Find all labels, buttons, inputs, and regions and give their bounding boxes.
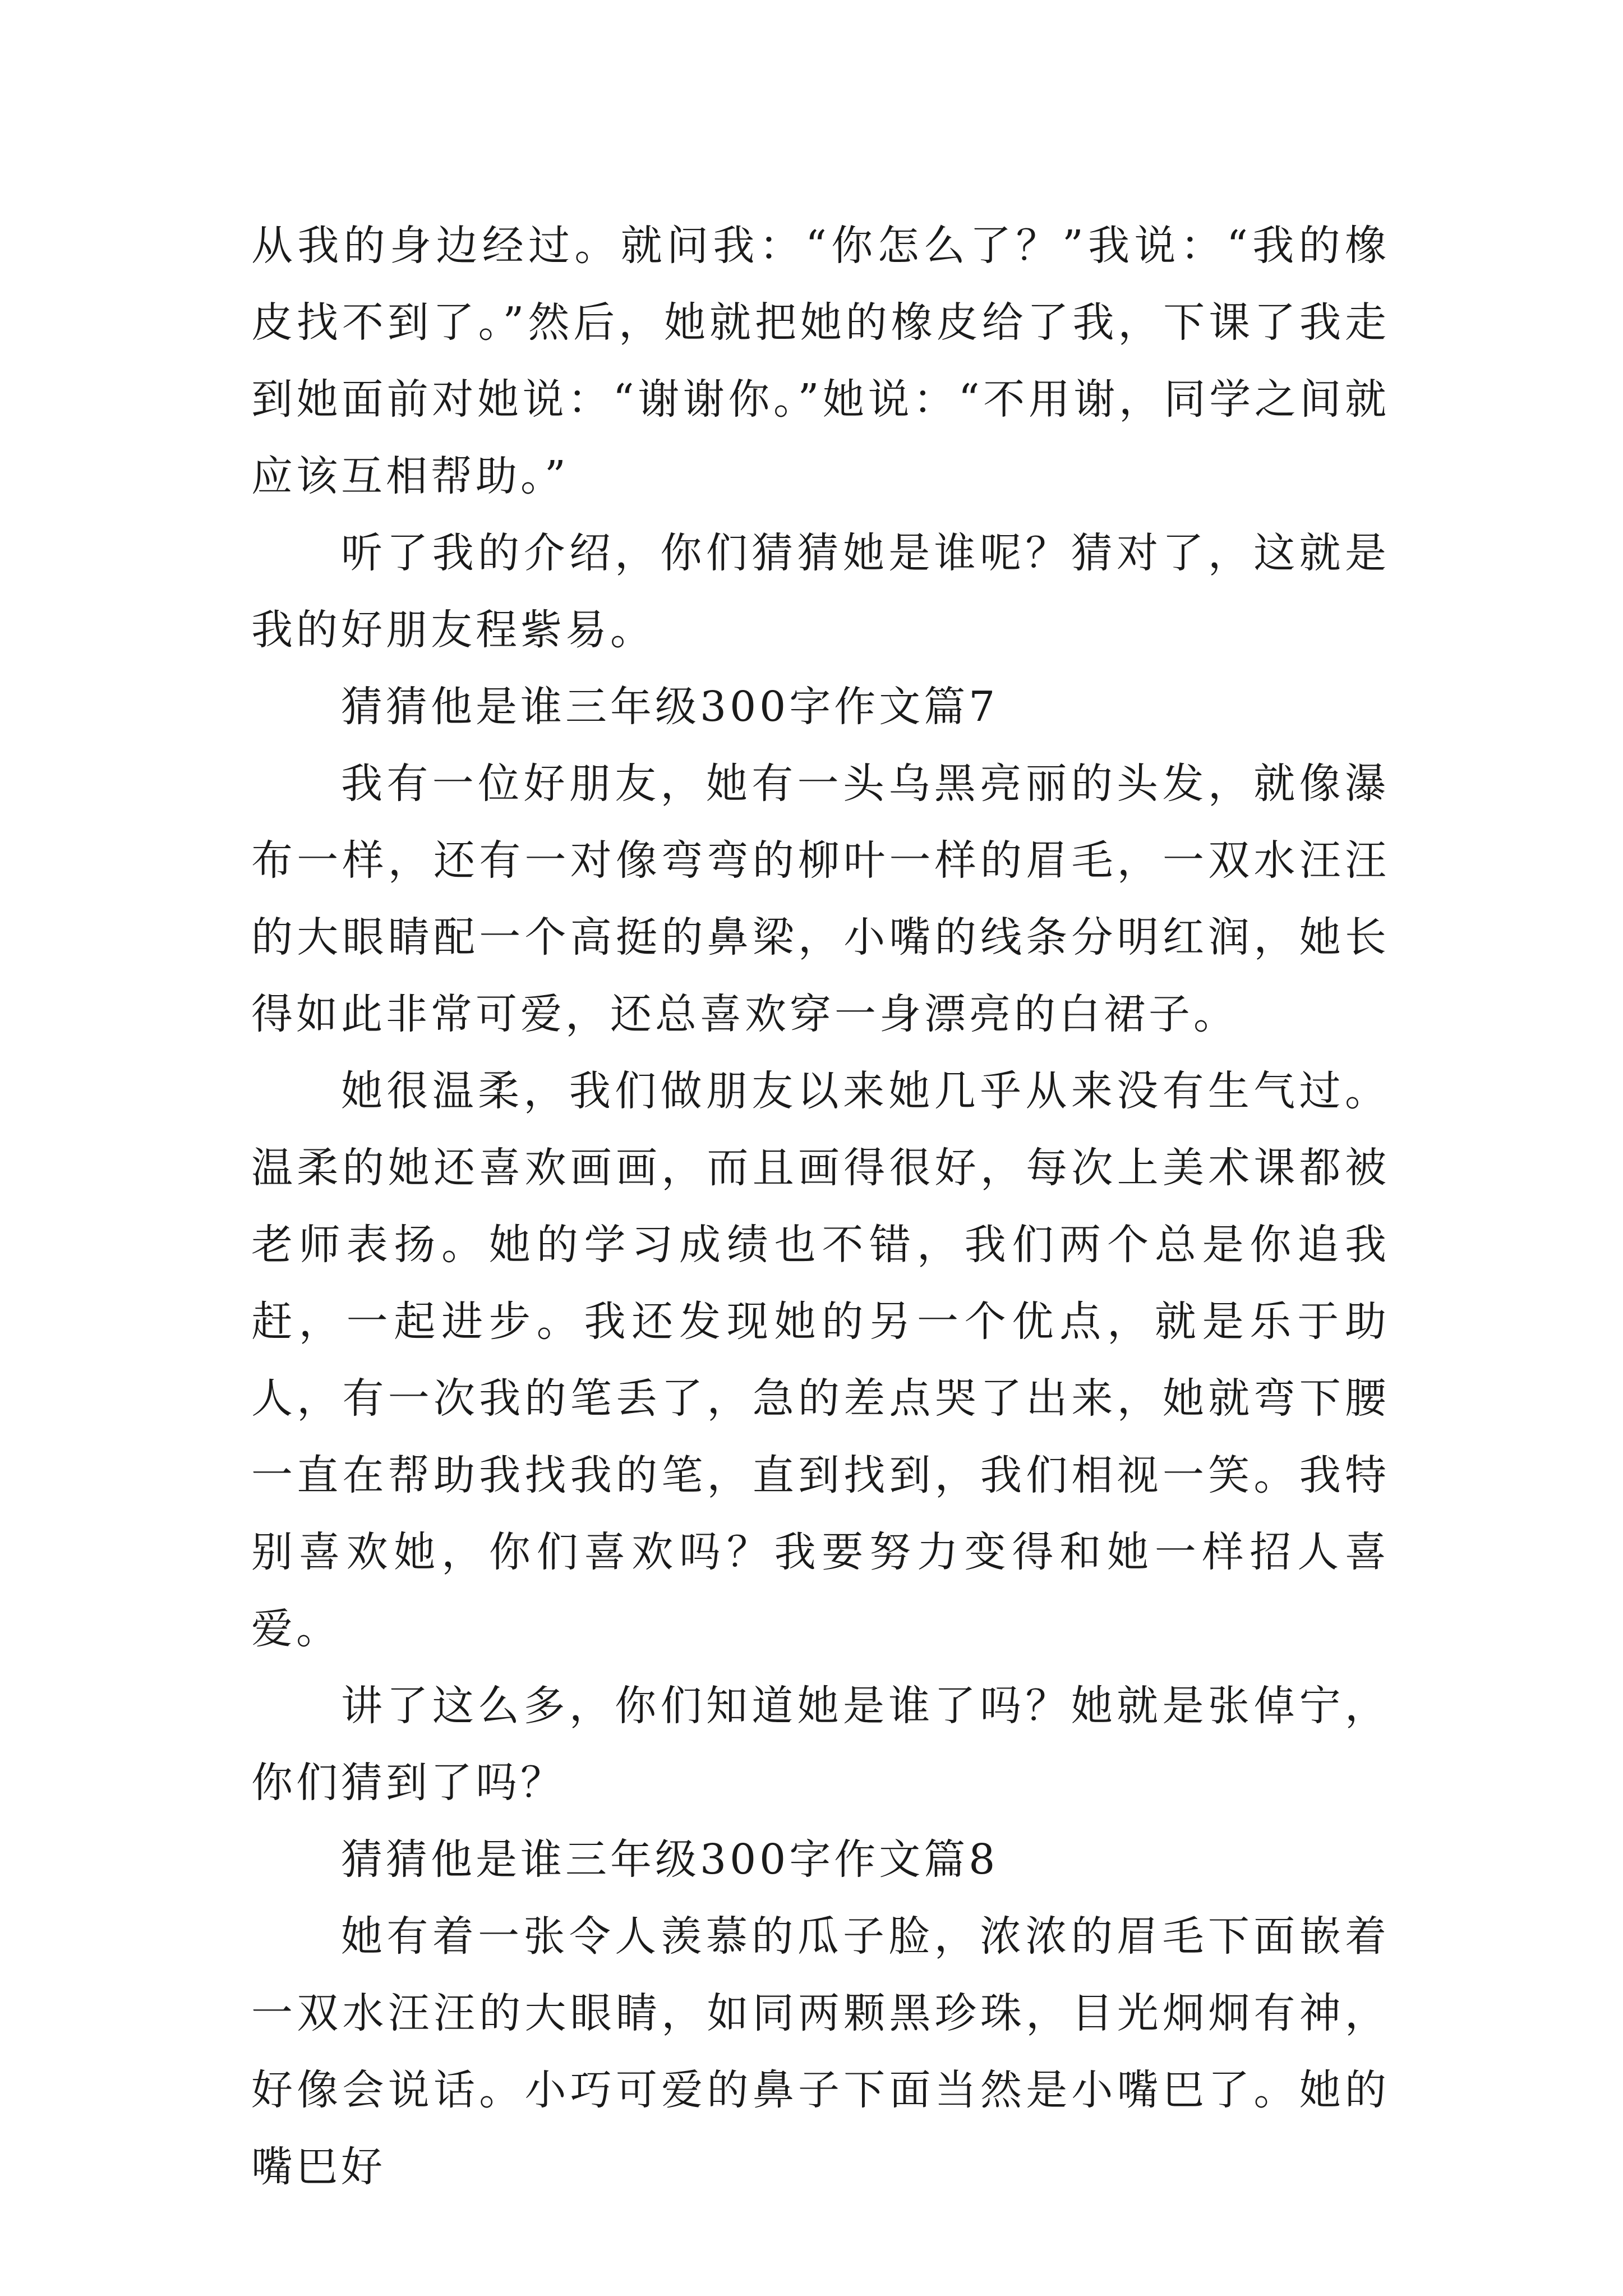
document-page (251, 208, 1390, 2206)
section-heading: 猜猜他是谁三年级300字作文篇8 (341, 1835, 999, 1884)
section-heading: 猜猜他是谁三年级300字作文篇7 (341, 683, 999, 731)
paragraph: 她很温柔，我们做朋友以来她几乎从来没有生气过。温柔的她还喜欢画画，而且画得很好，每次上美术课都被老师表扬。她的学习成绩也不错，我们两个总是你追我赶，一起进步。我还发现她的另一个优点，就是乐于助人，有一次我的笔丢了，急的差点哭了出来，她就弯下腰一直在帮助我找我的笔，直到找到，我们相视一笑。我特别喜欢她，你们喜欢吗？我要努力变得和她一样招人喜爱。 (251, 1067, 1390, 1653)
paragraph: 讲了这么多，你们知道她是谁了吗？她就是张倬宁，你们猜到了吗？ (251, 1682, 1390, 1807)
paragraph: 听了我的介绍，你们猜猜她是谁呢？猜对了，这就是我的好朋友程紫易。 (251, 529, 1390, 654)
paragraph-continued: 从我的身边经过。就问我：“你怎么了？”我说：“我的橡皮找不到了。”然后，她就把她的橡皮给了我，下课了我走到她面前对她说：“谢谢你。”她说：“不用谢，同学之间就应该互相帮助。” (251, 222, 1390, 500)
paragraph: 她有着一张令人羡慕的瓜子脸，浓浓的眉毛下面嵌着一双水汪汪的大眼睛，如同两颗黑珍珠，目光炯炯有神，好像会说话。小巧可爱的鼻子下面当然是小嘴巴了。她的嘴巴好 (251, 1912, 1390, 2191)
paragraph: 我有一位好朋友，她有一头乌黑亮丽的头发，就像瀑布一样，还有一对像弯弯的柳叶一样的眉毛，一双水汪汪的大眼睛配一个高挺的鼻梁，小嘴的线条分明红润，她长得如此非常可爱，还总喜欢穿一身漂亮的白裙子。 (251, 760, 1390, 1038)
